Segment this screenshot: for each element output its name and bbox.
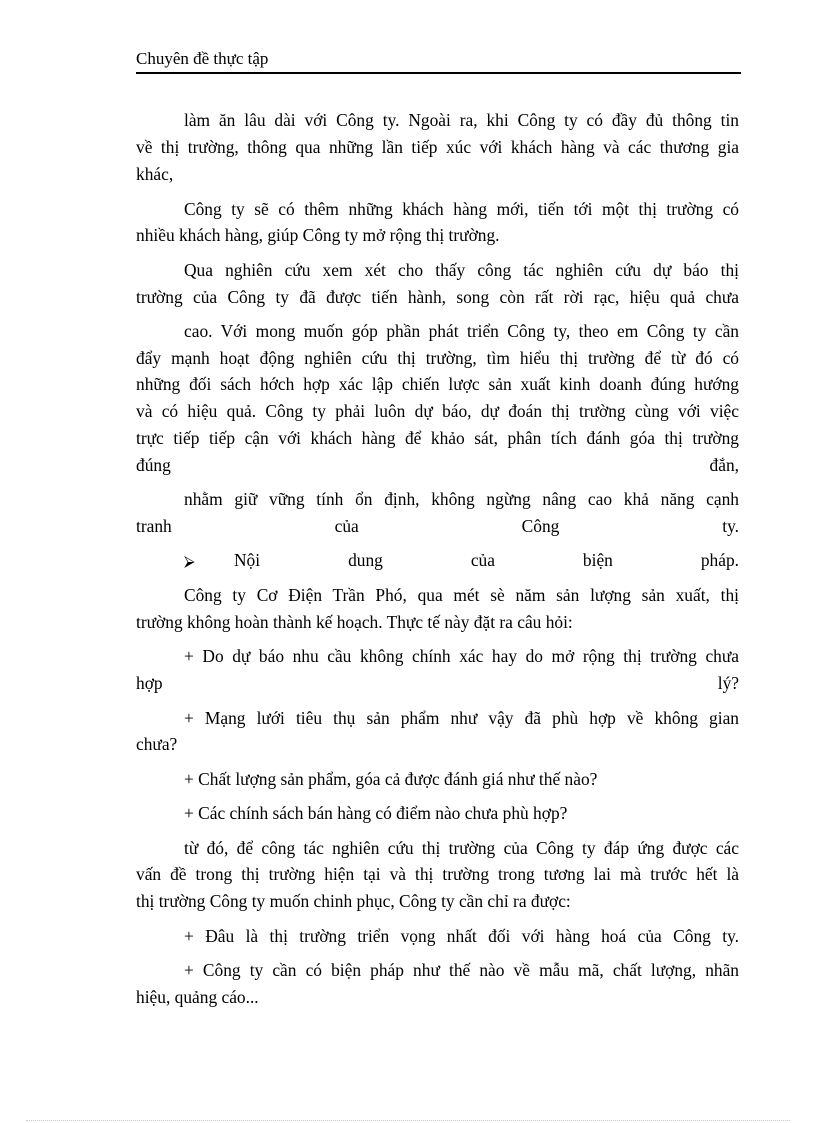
header-title: Chuyên đề thực tập — [136, 49, 269, 68]
text-line: + Các chính sách bán hàng có điểm nào chưa phù hợp? — [184, 803, 568, 823]
text-line: nhiều khách hàng, giúp Công ty mở rộng thị trường. — [136, 225, 500, 245]
text-line: cao. Với mong muốn góp phần phát triển Công ty, theo em Công ty cần — [184, 321, 739, 341]
text-line: thị trường Công ty muốn chinh phục, Công ty cần chỉ ra được: — [136, 891, 571, 911]
text-line: + Do dự báo nhu cầu không chính xác hay do mở rộng thị trường chưa — [184, 646, 739, 666]
text-line: trường của Công ty đã được tiến hành, song còn rất rời rạc, hiệu quả chưa — [136, 287, 739, 307]
bullet-heading-text: Nội dung của biện pháp. — [234, 550, 739, 570]
text-line: hợp lý? — [136, 673, 739, 693]
text-line: trực tiếp tiếp cận với khách hàng để khảo sát, phân tích đánh góa thị trường — [136, 428, 739, 448]
text-line: vấn đề trong thị trường hiện tại và thị trường trong tương lai mà trước hết là — [136, 864, 739, 884]
text-line: + Mạng lưới tiêu thụ sản phẩm như vậy đã phù hợp về không gian — [184, 708, 739, 728]
text-line: nhằm giữ vững tính ổn định, không ngừng nâng cao khả năng cạnh — [184, 489, 739, 509]
text-line: khác, — [136, 164, 174, 184]
text-line: và có hiệu quả. Công ty phải luôn dự báo, dự đoán thị trường cùng với việc — [136, 401, 739, 421]
text-line: Công ty sẽ có thêm những khách hàng mới, tiến tới một thị trường có — [184, 199, 739, 219]
text-line: tranh của Công ty. — [136, 516, 739, 536]
text-line: Qua nghiên cứu xem xét cho thấy công tác nghiên cứu dự báo thị — [184, 260, 739, 280]
text-line: hiệu, quảng cáo... — [136, 987, 259, 1007]
arrowhead-icon: ⮚ — [184, 552, 195, 570]
text-line: những đối sách hớch hợp xác lập chiến lược sản xuất kinh doanh đúng hướng — [136, 374, 739, 394]
text-line: đúng đắn, — [136, 455, 739, 475]
text-line: + Đâu là thị trường triển vọng nhất đối với hàng hoá của Công ty. — [184, 926, 739, 946]
bullet-heading — [184, 549, 739, 572]
text-line: + Chất lượng sản phẩm, góa cả được đánh giá như thế nào? — [184, 769, 598, 789]
text-line: về thị trường, thông qua những lần tiếp xúc với khách hàng và các thương gia — [136, 137, 739, 157]
text-line: Công ty Cơ Điện Trần Phó, qua mét sè năm sản lượng sản xuất, thị — [184, 585, 739, 605]
text-line: từ đó, để công tác nghiên cứu thị trường của Công ty đáp ứng được các — [184, 838, 739, 858]
text-line: + Công ty cần có biện pháp như thế nào về mẫu mã, chất lượng, nhãn — [184, 960, 739, 980]
text-line: trường không hoàn thành kế hoạch. Thực tế này đặt ra câu hỏi: — [136, 612, 573, 632]
text-line: chưa? — [136, 734, 178, 754]
page-bottom-rule — [26, 1120, 790, 1121]
text-line: làm ăn lâu dài với Công ty. Ngoài ra, khi Công ty có đầy đủ thông tin — [184, 110, 739, 130]
page-header — [136, 48, 741, 74]
text-line: đẩy mạnh hoạt động nghiên cứu thị trường, tìm hiểu thị trường để từ đó có — [136, 348, 739, 368]
